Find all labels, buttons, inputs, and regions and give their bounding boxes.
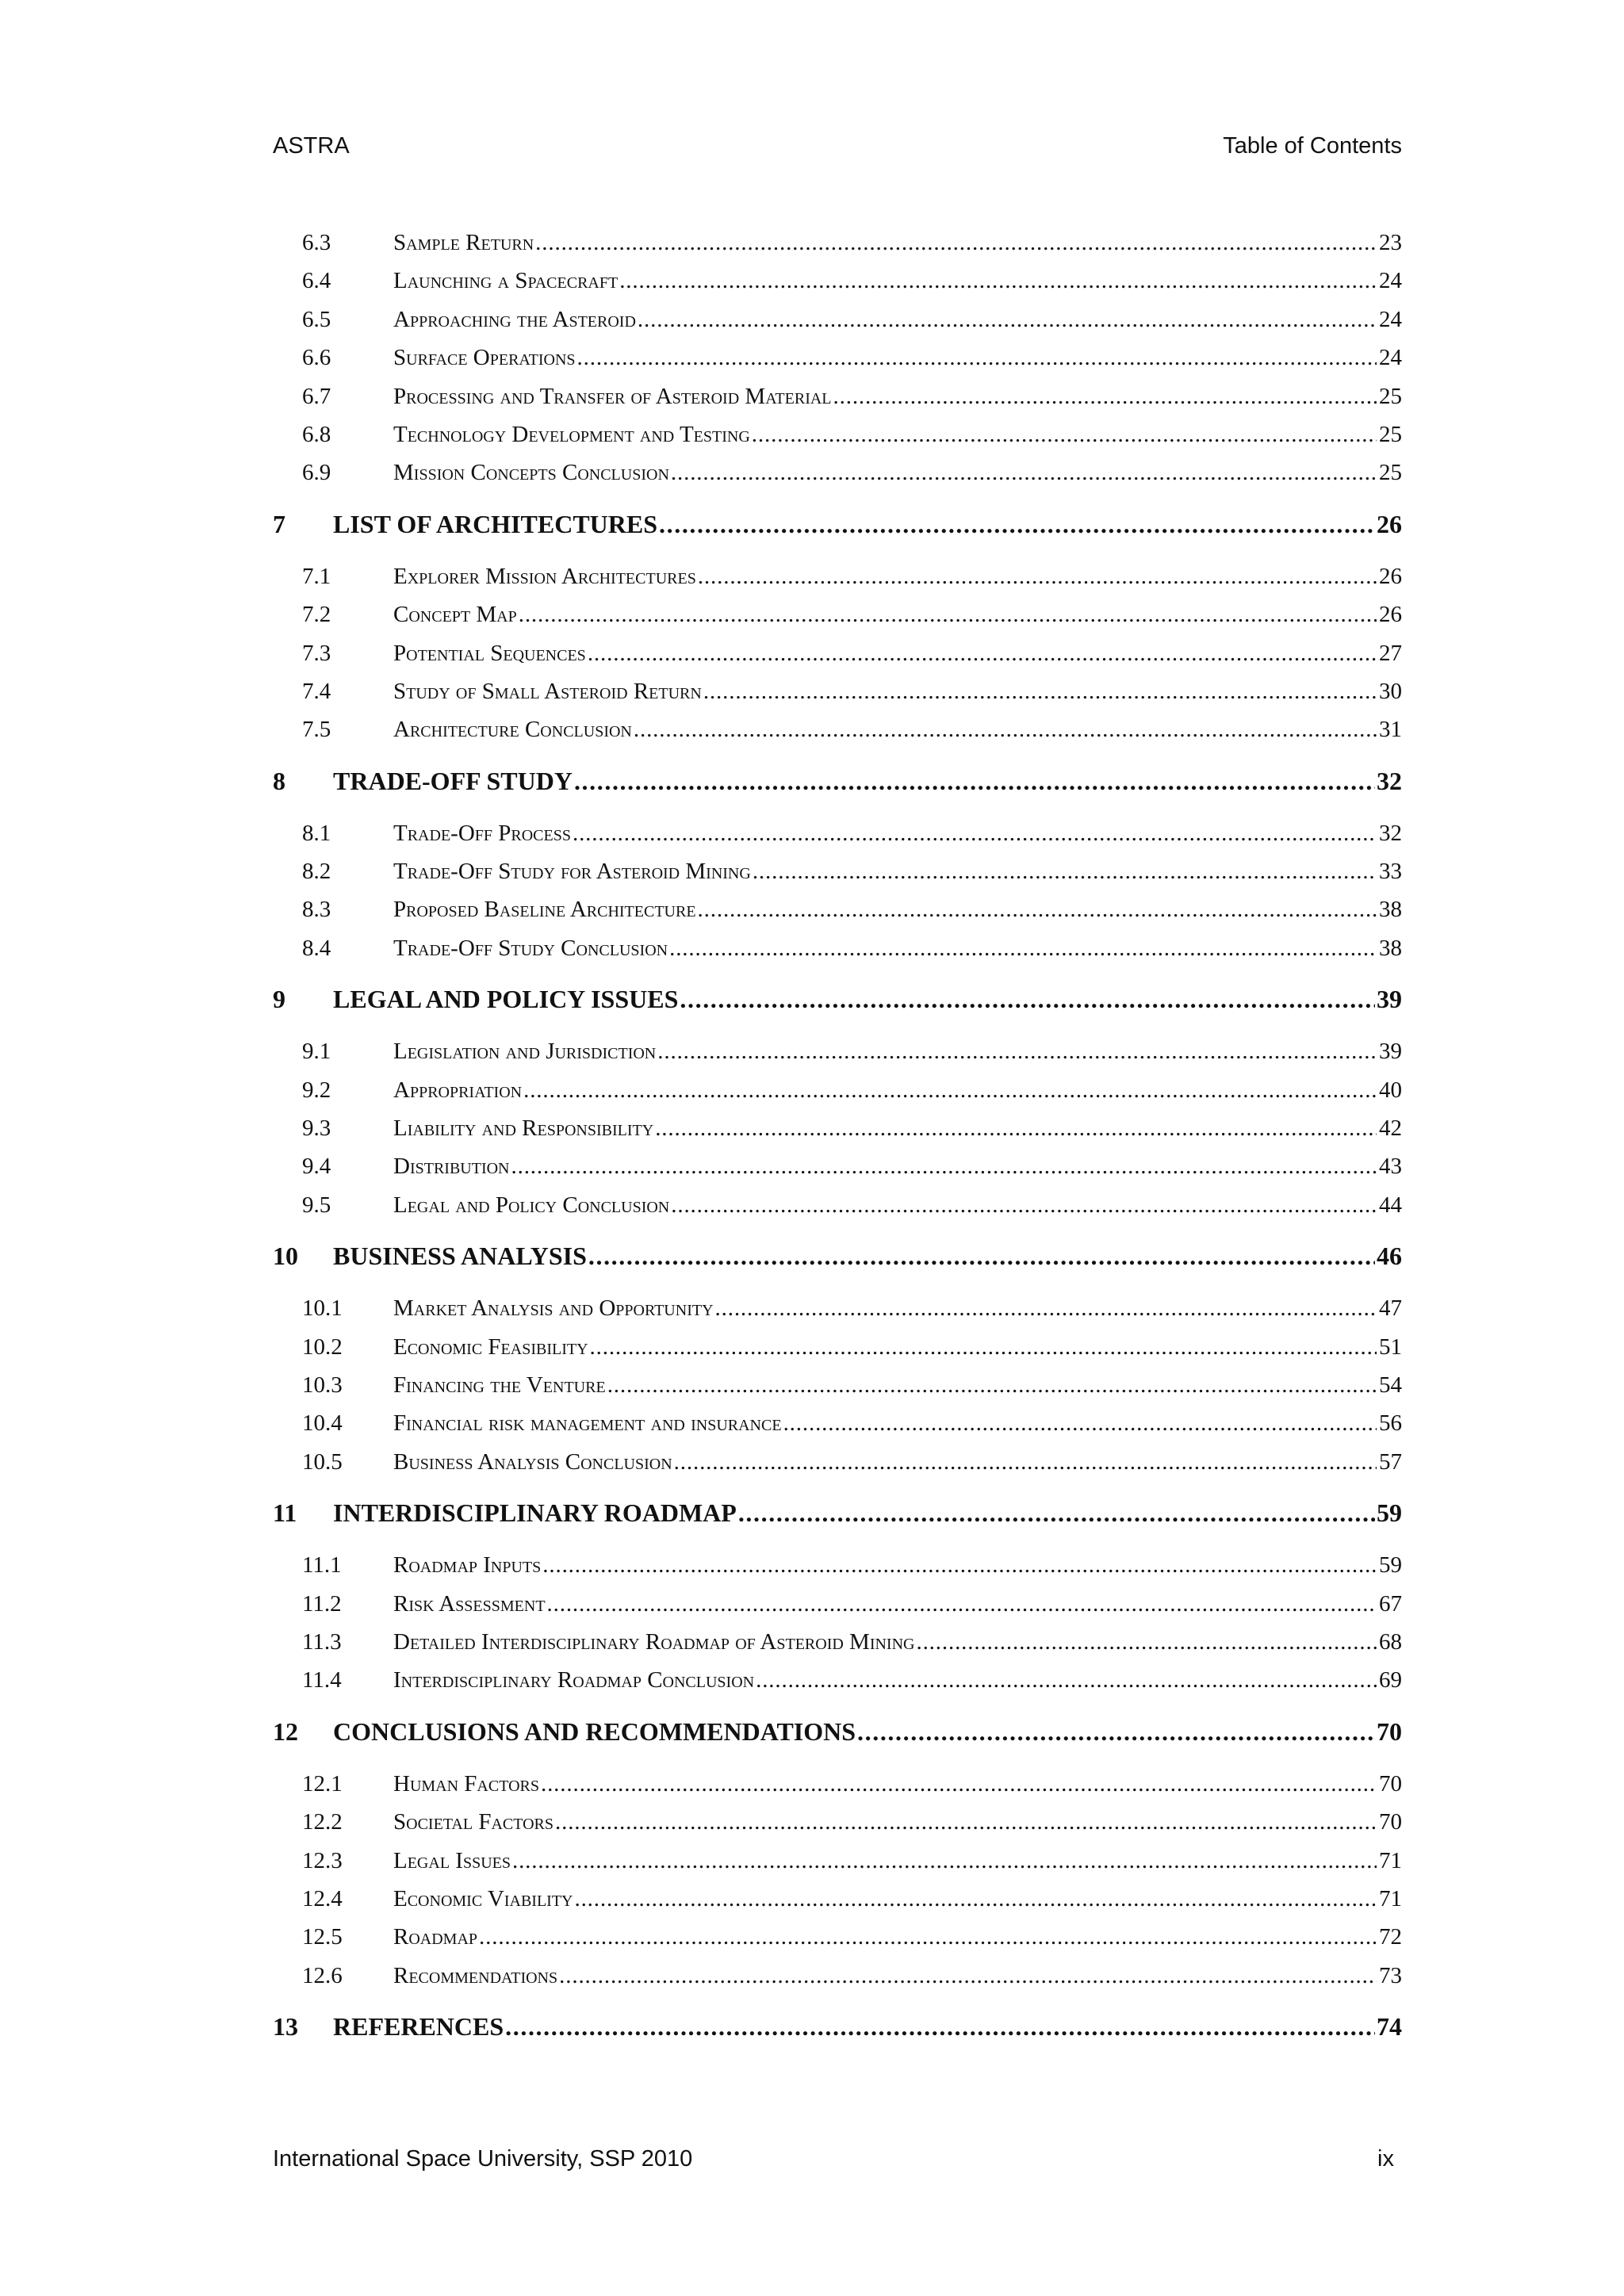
toc-dot-leader [698,564,1377,590]
toc-entry-page: 68 [1379,1628,1402,1655]
toc-section-entry[interactable] [273,422,1402,460]
toc-dot-leader [559,1963,1377,1989]
toc-entry-title: Surface Operations [393,345,576,371]
toc-section-entry[interactable] [273,384,1402,422]
toc-entry-page: 25 [1379,460,1402,486]
toc-dot-leader [657,1039,1377,1065]
toc-entry-page: 30 [1379,678,1402,704]
toc-entry-number: 12 [273,1716,298,1746]
toc-entry-number: 8 [273,766,285,795]
toc-entry-page: 71 [1379,1885,1402,1911]
toc-section-entry[interactable] [273,268,1402,306]
toc-entry-page: 33 [1379,859,1402,885]
toc-entry-number: 7.4 [302,678,331,704]
toc-entry-page: 74 [1377,2012,1402,2042]
toc-section-entry[interactable] [273,345,1402,383]
toc-entry-page: 31 [1379,717,1402,743]
toc-dot-leader [479,1924,1377,1950]
toc-entry-number: 9.5 [302,1192,331,1218]
toc-section-entry[interactable] [273,717,1402,755]
toc-entry-number: 11 [273,1498,297,1528]
toc-entry-number: 10.4 [302,1410,343,1437]
toc-entry-title: CONCLUSIONS AND RECOMMENDATIONS [333,1716,856,1746]
toc-entry-title: Financial risk management and insurance [393,1410,782,1437]
toc-entry-page: 38 [1379,897,1402,923]
toc-entry-page: 43 [1379,1154,1402,1180]
toc-entry-number: 6.4 [302,268,331,294]
toc-entry-title: Approaching the Asteroid [393,306,636,332]
toc-chapter-entry[interactable] [273,2012,1402,2052]
toc-section-entry[interactable] [273,1077,1402,1115]
toc-entry-title: Proposed Baseline Architecture [393,897,696,923]
toc-entry-number: 6.9 [302,460,331,486]
toc-entry-number: 12.1 [302,1770,343,1797]
toc-entry-page: 24 [1379,268,1402,294]
toc-entry-page: 26 [1379,602,1402,628]
toc-section-entry[interactable] [273,1667,1402,1705]
toc-entry-number: 9 [273,985,285,1014]
toc-entry-page: 70 [1377,1716,1402,1746]
toc-entry-page: 70 [1379,1809,1402,1835]
toc-entry-number: 7.2 [302,602,331,628]
toc-entry-number: 12.5 [302,1924,343,1950]
toc-entry-number: 11.2 [302,1590,342,1617]
toc-dot-leader [519,602,1377,628]
toc-entry-title: Technology Development and Testing [393,421,750,447]
toc-entry-page: 47 [1379,1295,1402,1322]
toc-entry-number: 10 [273,1242,298,1271]
toc-entry-title: Potential Sequences [393,640,586,666]
toc-entry-page: 42 [1379,1115,1402,1142]
table-of-contents [273,230,1402,2066]
toc-chapter-entry[interactable] [273,985,1402,1024]
toc-dot-leader [669,936,1377,962]
toc-entry-title: LIST OF ARCHITECTURES [333,509,658,538]
toc-entry-number: 10.2 [302,1334,343,1360]
toc-dot-leader [541,1771,1377,1797]
footer-publisher: International Space University, SSP 2010 [273,2146,693,2172]
toc-dot-leader [619,268,1377,294]
toc-entry-number: 9.4 [302,1154,331,1180]
toc-entry-title: TRADE-OFF STUDY [333,766,573,795]
toc-dot-leader [738,1498,1375,1528]
toc-entry-page: 38 [1379,935,1402,961]
toc-entry-title: Launching a Spacecraft [393,268,619,294]
toc-entry-title: Study of Small Asteroid Return [393,678,702,704]
toc-entry-page: 73 [1379,1962,1402,1988]
toc-entry-number: 11.3 [302,1628,342,1655]
toc-entry-number: 10.1 [302,1295,343,1322]
toc-entry-title: Architecture Conclusion [393,717,632,743]
toc-dot-leader [535,230,1377,256]
toc-entry-title: Roadmap Inputs [393,1552,542,1578]
toc-entry-title: Financing the Venture [393,1372,606,1398]
toc-entry-page: 24 [1379,306,1402,332]
toc-entry-page: 24 [1379,345,1402,371]
toc-entry-number: 12.2 [302,1809,343,1835]
toc-section-entry[interactable] [273,1115,1402,1154]
toc-entry-number: 12.6 [302,1962,343,1988]
toc-entry-page: 25 [1379,421,1402,447]
toc-entry-title: Market Analysis and Opportunity [393,1295,714,1322]
toc-entry-title: Detailed Interdisciplinary Roadmap of Asteroid Mining [393,1628,915,1655]
toc-dot-leader [833,384,1377,410]
running-header-title: ASTRA [273,133,350,159]
toc-entry-number: 7 [273,509,285,538]
toc-section-entry[interactable] [273,821,1402,859]
toc-section-entry[interactable] [273,1192,1402,1230]
toc-dot-leader [577,345,1377,371]
toc-entry-title: Legal Issues [393,1847,511,1873]
toc-section-entry[interactable] [273,1449,1402,1487]
toc-entry-title: Trade-Off Process [393,820,571,846]
toc-entry-title: INTERDISCIPLINARY ROADMAP [333,1498,737,1528]
toc-dot-leader [547,1591,1377,1617]
toc-entry-number: 8.2 [302,859,331,885]
toc-entry-title: Recommendations [393,1962,558,1988]
toc-entry-page: 69 [1379,1667,1402,1693]
toc-dot-leader [916,1629,1377,1655]
toc-entry-page: 40 [1379,1077,1402,1103]
toc-section-entry[interactable] [273,1410,1402,1448]
toc-entry-title: Concept Map [393,602,517,628]
toc-entry-page: 39 [1379,1039,1402,1065]
toc-section-entry[interactable] [273,936,1402,974]
toc-dot-leader [588,641,1377,667]
toc-dot-leader [752,422,1377,448]
toc-dot-leader [634,717,1377,743]
toc-entry-page: 26 [1379,563,1402,589]
toc-section-entry[interactable] [273,1154,1402,1192]
toc-entry-title: Explorer Mission Architectures [393,563,696,589]
toc-entry-title: Liability and Responsibility [393,1115,654,1142]
toc-entry-page: 46 [1377,1242,1402,1271]
toc-dot-leader [542,1552,1377,1578]
toc-entry-page: 56 [1379,1410,1402,1437]
toc-dot-leader [574,1886,1377,1912]
toc-entry-number: 6.5 [302,306,331,332]
toc-dot-leader [638,307,1377,333]
toc-entry-number: 9.1 [302,1039,331,1065]
toc-entry-title: Human Factors [393,1770,539,1797]
toc-entry-title: Mission Concepts Conclusion [393,460,669,486]
toc-entry-page: 54 [1379,1372,1402,1398]
toc-entry-page: 59 [1377,1498,1402,1528]
toc-entry-number: 9.2 [302,1077,331,1103]
toc-entry-title: Appropriation [393,1077,523,1103]
toc-section-entry[interactable] [273,1886,1402,1924]
toc-entry-page: 59 [1379,1552,1402,1578]
toc-entry-page: 44 [1379,1192,1402,1218]
running-header-section: Table of Contents [1223,133,1402,159]
toc-dot-leader [505,2012,1375,2042]
toc-entry-number: 7.1 [302,563,331,589]
toc-entry-title: Business Analysis Conclusion [393,1448,672,1475]
toc-entry-number: 6.8 [302,421,331,447]
toc-entry-page: 32 [1377,766,1402,795]
toc-section-entry[interactable] [273,1629,1402,1667]
toc-section-entry[interactable] [273,230,1402,268]
toc-entry-number: 6.3 [302,230,331,255]
toc-dot-leader [588,1242,1375,1271]
toc-entry-number: 7.3 [302,640,331,666]
toc-entry-title: REFERENCES [333,2012,504,2042]
toc-section-entry[interactable] [273,1372,1402,1410]
toc-section-entry[interactable] [273,641,1402,679]
toc-entry-number: 11.4 [302,1667,342,1693]
toc-dot-leader [753,859,1377,885]
toc-dot-leader [783,1410,1377,1437]
toc-dot-leader [756,1667,1377,1693]
toc-section-entry[interactable] [273,679,1402,717]
toc-section-entry[interactable] [273,1591,1402,1629]
toc-entry-title: Sample Return [393,230,534,255]
toc-dot-leader [573,821,1377,847]
toc-entry-number: 11.1 [302,1552,342,1578]
toc-section-entry[interactable] [273,1334,1402,1372]
toc-section-entry[interactable] [273,307,1402,345]
toc-section-entry[interactable] [273,897,1402,935]
toc-entry-number: 7.5 [302,717,331,743]
toc-dot-leader [680,985,1375,1014]
toc-entry-page: 72 [1379,1924,1402,1950]
toc-entry-title: Interdisciplinary Roadmap Conclusion [393,1667,755,1693]
toc-dot-leader [607,1372,1377,1399]
toc-entry-title: Trade-Off Study for Asteroid Mining [393,859,751,885]
toc-entry-title: Economic Feasibility [393,1334,588,1360]
toc-dot-leader [511,1154,1377,1180]
toc-entry-number: 6.7 [302,383,331,409]
toc-entry-page: 71 [1379,1847,1402,1873]
toc-entry-title: Legislation and Jurisdiction [393,1039,657,1065]
toc-entry-title: Roadmap [393,1924,478,1950]
toc-chapter-entry[interactable] [273,1242,1402,1281]
toc-entry-title: Societal Factors [393,1809,553,1835]
toc-entry-page: 57 [1379,1448,1402,1475]
toc-dot-leader [671,1192,1377,1219]
toc-entry-number: 10.3 [302,1372,343,1398]
toc-entry-page: 39 [1377,985,1402,1014]
toc-section-entry[interactable] [273,1295,1402,1334]
toc-dot-leader [555,1809,1377,1835]
toc-entry-title: Risk Assessment [393,1590,546,1617]
page-number: ix [1377,2146,1394,2172]
toc-entry-number: 6.6 [302,345,331,371]
page-footer [273,2146,1394,2178]
toc-entry-page: 26 [1377,509,1402,538]
toc-section-entry[interactable] [273,1924,1402,1962]
toc-section-entry[interactable] [273,859,1402,897]
toc-entry-number: 8.1 [302,820,331,846]
toc-entry-title: Distribution [393,1154,510,1180]
toc-entry-number: 9.3 [302,1115,331,1142]
toc-section-entry[interactable] [273,602,1402,640]
toc-entry-number: 10.5 [302,1448,343,1475]
toc-dot-leader [671,460,1377,486]
toc-entry-page: 25 [1379,383,1402,409]
toc-entry-number: 8.3 [302,897,331,923]
toc-dot-leader [674,1449,1377,1475]
toc-dot-leader [715,1295,1377,1322]
page-header [273,133,1402,165]
toc-section-entry[interactable] [273,1039,1402,1077]
toc-entry-number: 13 [273,2012,298,2042]
toc-dot-leader [574,767,1375,796]
toc-entry-title: Legal and Policy Conclusion [393,1192,670,1218]
toc-entry-number: 12.3 [302,1847,343,1873]
toc-chapter-entry[interactable] [273,1717,1402,1757]
toc-dot-leader [512,1848,1377,1874]
toc-section-entry[interactable] [273,1848,1402,1886]
toc-dot-leader [698,897,1377,923]
toc-section-entry[interactable] [273,1771,1402,1809]
toc-dot-leader [703,679,1377,705]
toc-entry-title: Processing and Transfer of Asteroid Material [393,383,832,409]
toc-section-entry[interactable] [273,1552,1402,1590]
toc-section-entry[interactable] [273,460,1402,498]
toc-entry-page: 32 [1379,820,1402,846]
toc-entry-title: BUSINESS ANALYSIS [333,1242,587,1271]
toc-entry-title: LEGAL AND POLICY ISSUES [333,985,679,1014]
toc-entry-number: 12.4 [302,1885,343,1911]
toc-section-entry[interactable] [273,1963,1402,2001]
toc-dot-leader [655,1115,1377,1142]
toc-section-entry[interactable] [273,564,1402,602]
toc-entry-title: Trade-Off Study Conclusion [393,935,668,961]
toc-dot-leader [857,1717,1375,1747]
toc-dot-leader [590,1334,1377,1360]
toc-chapter-entry[interactable] [273,1498,1402,1538]
toc-section-entry[interactable] [273,1809,1402,1847]
toc-entry-page: 70 [1379,1770,1402,1797]
toc-entry-number: 8.4 [302,935,331,961]
toc-dot-leader [523,1077,1377,1104]
toc-dot-leader [659,510,1375,539]
toc-entry-page: 27 [1379,640,1402,666]
toc-chapter-entry[interactable] [273,767,1402,806]
toc-entry-page: 67 [1379,1590,1402,1617]
toc-chapter-entry[interactable] [273,510,1402,549]
toc-entry-page: 23 [1379,230,1402,255]
toc-entry-page: 51 [1379,1334,1402,1360]
toc-entry-title: Economic Viability [393,1885,573,1911]
